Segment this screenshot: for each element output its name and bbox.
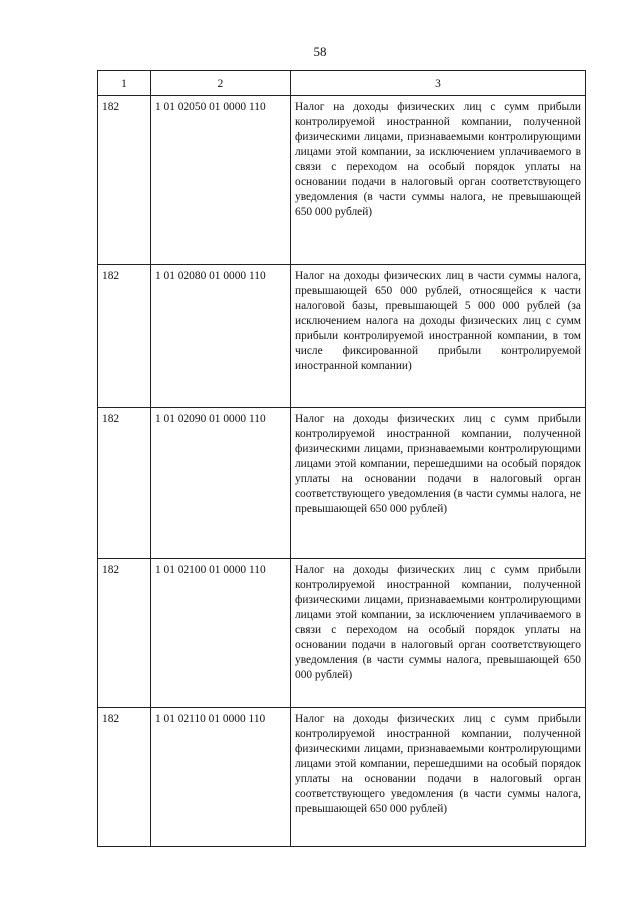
kbk-code-cell: 1 01 02050 01 0000 110 bbox=[151, 96, 291, 265]
kbk-code-cell: 1 01 02080 01 0000 110 bbox=[151, 265, 291, 408]
table-row bbox=[98, 265, 586, 408]
kbk-code-cell: 1 01 02100 01 0000 110 bbox=[151, 559, 291, 708]
table-row bbox=[98, 708, 586, 847]
description-cell: Налог на доходы физических лиц с сумм прибыли контролируемой иностранной компании, полученной физическими лицами, признаваемыми контролирующими лицами этой компании, за исключением уплачиваемого в связи с переходом на особый порядок уплаты на основании подачи в налоговый орган соответствующего уведомления (в части суммы налога, не превышающей 650 000 рублей) bbox=[291, 96, 586, 265]
description-cell: Налог на доходы физических лиц с сумм прибыли контролируемой иностранной компании, полученной физическими лицами, признаваемыми контролирующими лицами этой компании, перешедшими на особый порядок уплаты на основании подачи в налоговый орган соответствующего уведомления (в части суммы налога, не превышающей 650 000 рублей) bbox=[291, 408, 586, 559]
admin-code-cell: 182 bbox=[98, 265, 151, 408]
admin-code-cell: 182 bbox=[98, 708, 151, 847]
description-cell: Налог на доходы физических лиц с сумм прибыли контролируемой иностранной компании, полученной физическими лицами, признаваемыми контролирующими лицами этой компании, за исключением уплачиваемого в связи с переходом на особый порядок уплаты на основании подачи в налоговый орган соответствующего уведомления (в части суммы налога, превышающей 650 000 рублей) bbox=[291, 559, 586, 708]
admin-code-cell: 182 bbox=[98, 96, 151, 265]
description-cell: Налог на доходы физических лиц в части суммы налога, превышающей 650 000 рублей, относящейся к части налоговой базы, превышающей 5 000 000 рублей (за исключением налога на доходы физических лиц с сумм прибыли контролируемой иностранной компании, в том числе фиксированной прибыли контролируемой иностранной компании) bbox=[291, 265, 586, 408]
table-header-row bbox=[98, 71, 586, 96]
admin-code-cell: 182 bbox=[98, 559, 151, 708]
description-cell: Налог на доходы физических лиц с сумм прибыли контролируемой иностранной компании, полученной физическими лицами, признаваемыми контролирующими лицами этой компании, перешедшими на особый порядок уплаты на основании подачи в налоговый орган соответствующего уведомления (в части суммы налога, превышающей 650 000 рублей) bbox=[291, 708, 586, 847]
column-header-1: 1 bbox=[98, 71, 151, 96]
column-header-3: 3 bbox=[291, 71, 586, 96]
kbk-code-cell: 1 01 02090 01 0000 110 bbox=[151, 408, 291, 559]
table-row bbox=[98, 96, 586, 265]
page-number: 58 bbox=[313, 44, 327, 59]
table-row bbox=[98, 408, 586, 559]
kbk-code-cell: 1 01 02110 01 0000 110 bbox=[151, 708, 291, 847]
admin-code-cell: 182 bbox=[98, 408, 151, 559]
budget-classification-table bbox=[97, 70, 586, 847]
column-header-2: 2 bbox=[151, 71, 291, 96]
table-row bbox=[98, 559, 586, 708]
